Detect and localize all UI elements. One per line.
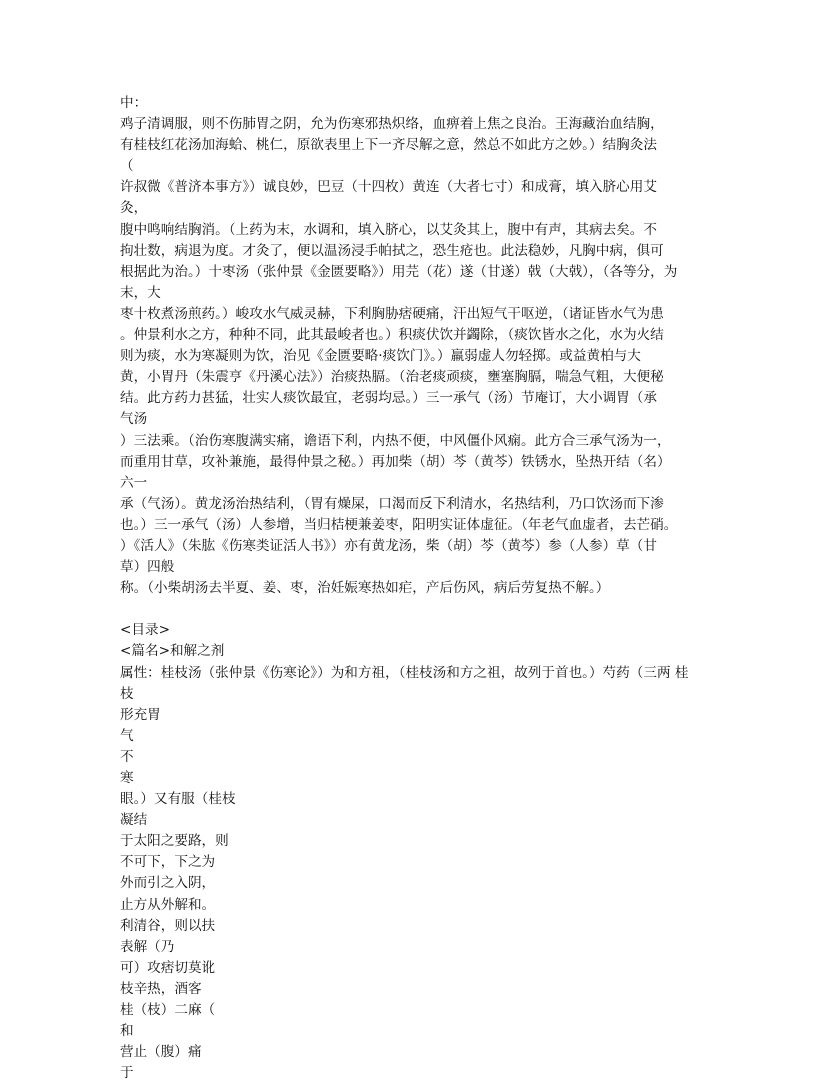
verse-commentary-text-line: 拘壮数，病退为度。才灸了，便以温汤浸手帕拭之，恐生疮也。此法稳妙，凡胸中病，俱可 [120,242,664,259]
harmonizing-formulas-text-line: 桂（枝）二麻（ [120,1002,216,1019]
verse-commentary-text-line: 末，大 [120,284,161,301]
harmonizing-formulas-text-line: 属性：桂枝汤（张仲景《伤寒论》）为和方祖，（桂枝汤和方之祖，故列于首也。）芍药（三两 桂 [120,664,689,681]
harmonizing-formulas-text-line: 可）攻痞切莫讹 [120,959,216,976]
harmonizing-formulas-text-line: 不 [120,748,134,765]
harmonizing-formulas-text-line: 和 [120,1023,134,1040]
harmonizing-formulas-text-line: 气 [120,727,134,744]
harmonizing-formulas-text-line: 枝 [120,685,134,702]
verse-commentary-text-line: 称。（小柴胡汤去半夏、姜、枣，治妊娠寒热如疟，产后伤风，病后劳复热不解。） [120,580,610,597]
verse-commentary-text-line: 许叔微《普济本事方》）诚良妙，巴豆（十四枚）黄连（大者七寸）和成膏，填入脐心用艾 [120,179,657,196]
verse-commentary-text-line: ）《活人》（朱肱《伤寒类证活人书》）亦有黄龙汤，柴（胡）芩（黄芩）参（人参）草（甘 [120,537,657,554]
verse-commentary-text-line: 而重用甘草，攻补兼施，最得仲景之秘。）再加柴（胡）芩（黄芩）铁锈水，坠热开结（名） [120,453,671,470]
verse-commentary-text-line: 草）四般 [120,559,175,576]
harmonizing-formulas-section [120,620,710,1084]
verse-commentary-text-line: （ [120,158,134,175]
harmonizing-formulas-text-line: 眼。）又有服（桂枝 [120,791,236,808]
document-page [120,93,710,1084]
verse-commentary-text-line: 结。此方药力甚猛，壮实人痰饮最宜，老弱均忌。）三一承气（汤）节庵订，大小调胃（承 [120,390,657,407]
verse-commentary-text-line: ）三法乘。（治伤寒腹满实痛，谵语下利，内热不便，中风僵仆风痫。此方合三承气汤为一， [120,432,671,449]
verse-commentary-text-line: 有桂枝红花汤加海蛤、桃仁，原欲表里上下一齐尽解之意，然总不如此方之妙。）结胸灸法 [120,137,657,154]
section-gap [120,599,710,620]
harmonizing-formulas-text-line: 凝结 [120,812,148,829]
verse-commentary-text-line: 灸， [120,200,148,217]
verse-commentary-text-line: 枣十枚煮汤煎药。）峻攻水气威灵赫，下利胸胁痞硬痛，汗出短气干呕逆，（诸证皆水气为患 [120,305,664,322]
harmonizing-formulas-text-line: 于太阳之要路，则 [120,833,229,850]
harmonizing-formulas-text-line: 表解（乃 [120,938,175,955]
harmonizing-formulas-text-line: 外而引之入阴， [120,875,216,892]
verse-commentary-section [120,93,710,599]
verse-commentary-text-line: 黄，小胃丹（朱震亨《丹溪心法》）治痰热膈。（治老痰顽痰，壅塞胸膈，喘急气粗，大便秘 [120,369,664,386]
verse-commentary-text-line: 腹中鸣响结胸消。（上药为末，水调和，填入脐心，以艾灸其上，腹中有声，其病去矣。不 [120,221,657,238]
harmonizing-formulas-text-line: <目录> [120,622,170,639]
verse-commentary-text-line: 则为痰，水为寒凝则为饮，治见《金匮要略·痰饮门》。）羸弱虚人勿轻掷。或益黄柏与大 [120,348,641,365]
harmonizing-formulas-text-line: 寒 [120,770,134,786]
verse-commentary-text-line: 承（气汤）。黄龙汤治热结利，（胃有燥屎，口渴而反下利清水，名热结利，乃口饮汤而下渗 [120,495,664,512]
harmonizing-formulas-text-line: 于 [120,1065,134,1082]
harmonizing-formulas-text-line: 利清谷，则以扶 [120,917,216,934]
verse-commentary-text-line: 。仲景利水之方，种种不同，此其最峻者也。）积痰伏饮并蠲除，（痰饮皆水之化，水为火结 [120,327,664,344]
harmonizing-formulas-text-line: 枝辛热，酒客 [120,980,202,997]
verse-commentary-text-line: 气汤 [120,411,148,428]
verse-commentary-text-line: 六一 [120,474,148,491]
harmonizing-formulas-text-line: 营止（腹）痛 [120,1044,202,1061]
verse-commentary-text-line: 鸡子清调服，则不伤肺胃之阴，允为伤寒邪热炽络，血痹着上焦之良治。王海藏治血结胸， [120,116,664,133]
harmonizing-formulas-text-line: 止方从外解和。 [120,896,216,913]
harmonizing-formulas-text-line: 不可下，下之为 [120,854,216,871]
verse-commentary-text-line: 中： [120,95,148,111]
verse-commentary-text-line: 根据此为治。）十枣汤（张仲景《金匮要略》）用芫（花）遂（甘遂）戟（大戟），（各等分，为 [120,263,678,280]
verse-commentary-text-line: 也。）三一承气（汤）人参增，当归桔梗兼姜枣，阳明实证体虚征。（年老气血虚者，去芒硝。 [120,516,678,533]
harmonizing-formulas-text-line: <篇名>和解之剂 [120,643,225,660]
harmonizing-formulas-text-line: 形充胃 [120,706,161,723]
